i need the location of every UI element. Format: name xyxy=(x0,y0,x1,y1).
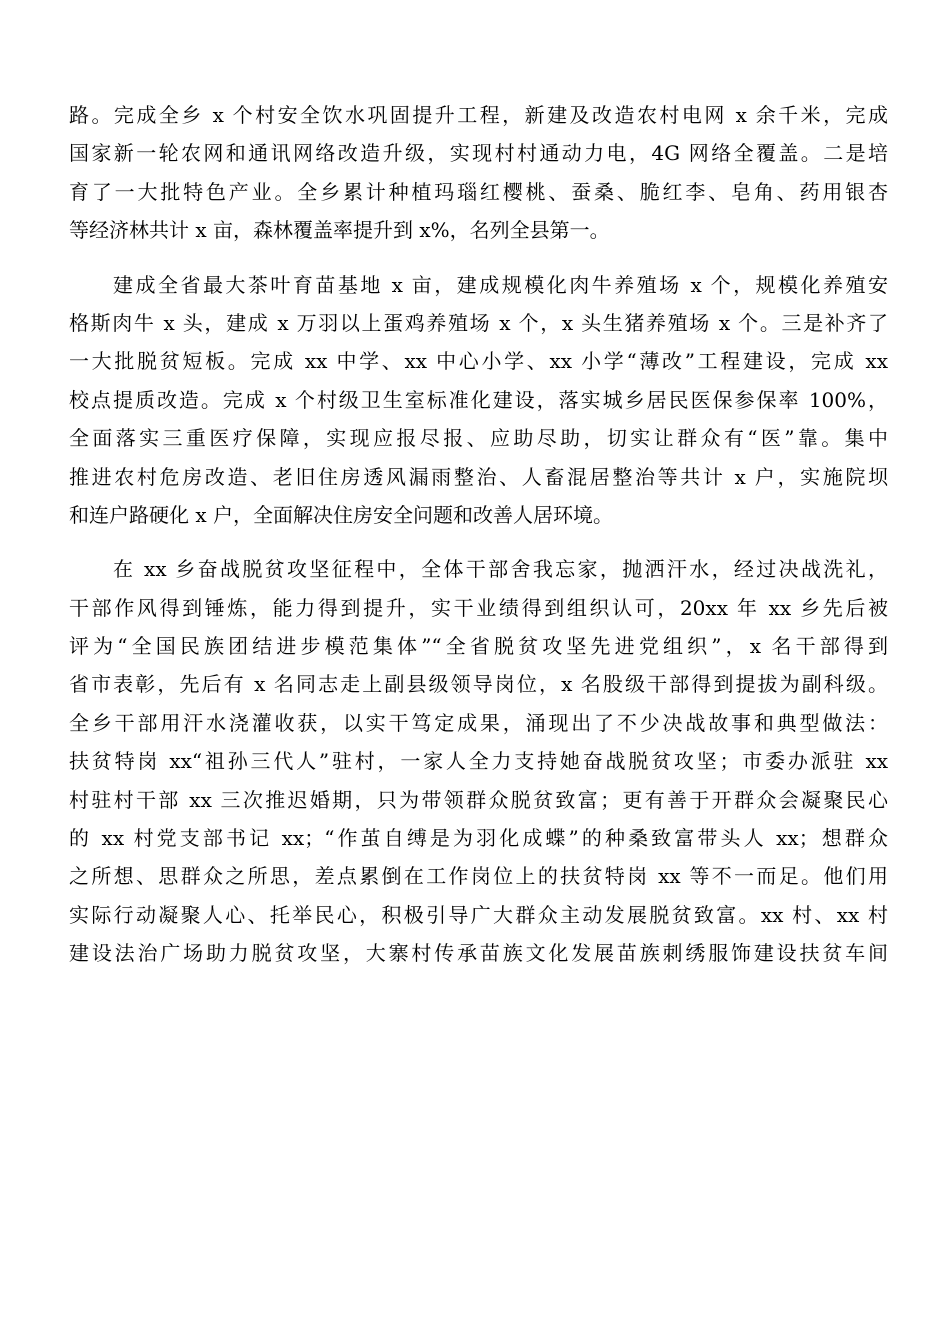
text-line: 之所想、思群众之所思，差点累倒在工作岗位上的扶贫特岗 xx 等不一而足。他们用 xyxy=(69,864,888,889)
text-line: 扶贫特岗 xx“祖孙三代人”驻村，一家人全力支持她奋战脱贫攻坚；市委办派驻 xx xyxy=(69,749,888,774)
text-line: 路。完成全乡 x 个村安全饮水巩固提升工程，新建及改造农村电网 x 余千米，完成 xyxy=(69,103,888,127)
text-line: 全乡干部用汗水浇灌收获，以实干笃定成果，涌现出了不少决战故事和典型做法： xyxy=(69,710,888,735)
text-line: 实际行动凝聚人心、托举民心，积极引导广大群众主动发展脱贫致富。xx 村、xx 村 xyxy=(69,902,888,927)
text-line: 一大批脱贫短板。完成 xx 中学、xx 中心小学、xx 小学“薄改”工程建设，完成 xx xyxy=(69,349,888,374)
text-line: 和连户路硬化 x 户，全面解决住房安全问题和改善人居环境。 xyxy=(69,502,613,527)
text-line: 育了一大批特色产业。全乡累计种植玛瑙红樱桃、蚕桑、脆红李、皂角、药用银杏 xyxy=(69,179,888,204)
text-line: 格斯肉牛 x 头，建成 x 万羽以上蛋鸡养殖场 x 个，x 头生猪养殖场 x 个。三是补齐了 xyxy=(69,310,888,335)
text-line: 干部作风得到锤炼，能力得到提升，实干业绩得到组织认可，20xx 年 xx 乡先后被 xyxy=(69,595,888,620)
text-line: 村驻村干部 xx 三次推迟婚期，只为带领群众脱贫致富；更有善于开群众会凝聚民心 xyxy=(69,787,888,812)
text-line: 在 xx 乡奋战脱贫攻坚征程中，全体干部舍我忘家，抛洒汗水，经过决战洗礼， xyxy=(113,557,888,582)
text-line: 评为“全国民族团结进步模范集体”“全省脱贫攻坚先进党组织”，x 名干部得到 xyxy=(69,634,888,659)
text-line: 的 xx 村党支部书记 xx；“作茧自缚是为羽化成蝶”的种桑致富带头人 xx；想群众 xyxy=(69,826,888,851)
text-line: 等经济林共计 x 亩，森林覆盖率提升到 x%，名列全县第一。 xyxy=(69,218,610,243)
text-line: 校点提质改造。完成 x 个村级卫生室标准化建设，落实城乡居民医保参保率 100%， xyxy=(69,387,888,412)
text-line: 推进农村危房改造、老旧住房透风漏雨整治、人畜混居整治等共计 x 户，实施院坝 xyxy=(69,464,888,489)
document-body xyxy=(69,96,888,973)
text-line: 全面落实三重医疗保障，实现应报尽报、应助尽助，切实让群众有“医”靠。集中 xyxy=(69,426,888,451)
paragraph-2 xyxy=(69,266,888,535)
text-line: 省市表彰，先后有 x 名同志走上副县级领导岗位，x 名股级干部得到提拔为副科级。 xyxy=(69,672,888,697)
text-line: 建设法治广场助力脱贫攻坚，大寨村传承苗族文化发展苗族刺绣服饰建设扶贫车间 xyxy=(69,941,888,966)
text-line: 国家新一轮农网和通讯网络改造升级，实现村村通动力电，4G 网络全覆盖。二是培 xyxy=(69,141,888,166)
text-line: 建成全省最大茶叶育苗基地 x 亩，建成规模化肉牛养殖场 x 个，规模化养殖安 xyxy=(113,272,888,297)
paragraph-1 xyxy=(69,96,888,250)
paragraph-3 xyxy=(69,550,888,972)
